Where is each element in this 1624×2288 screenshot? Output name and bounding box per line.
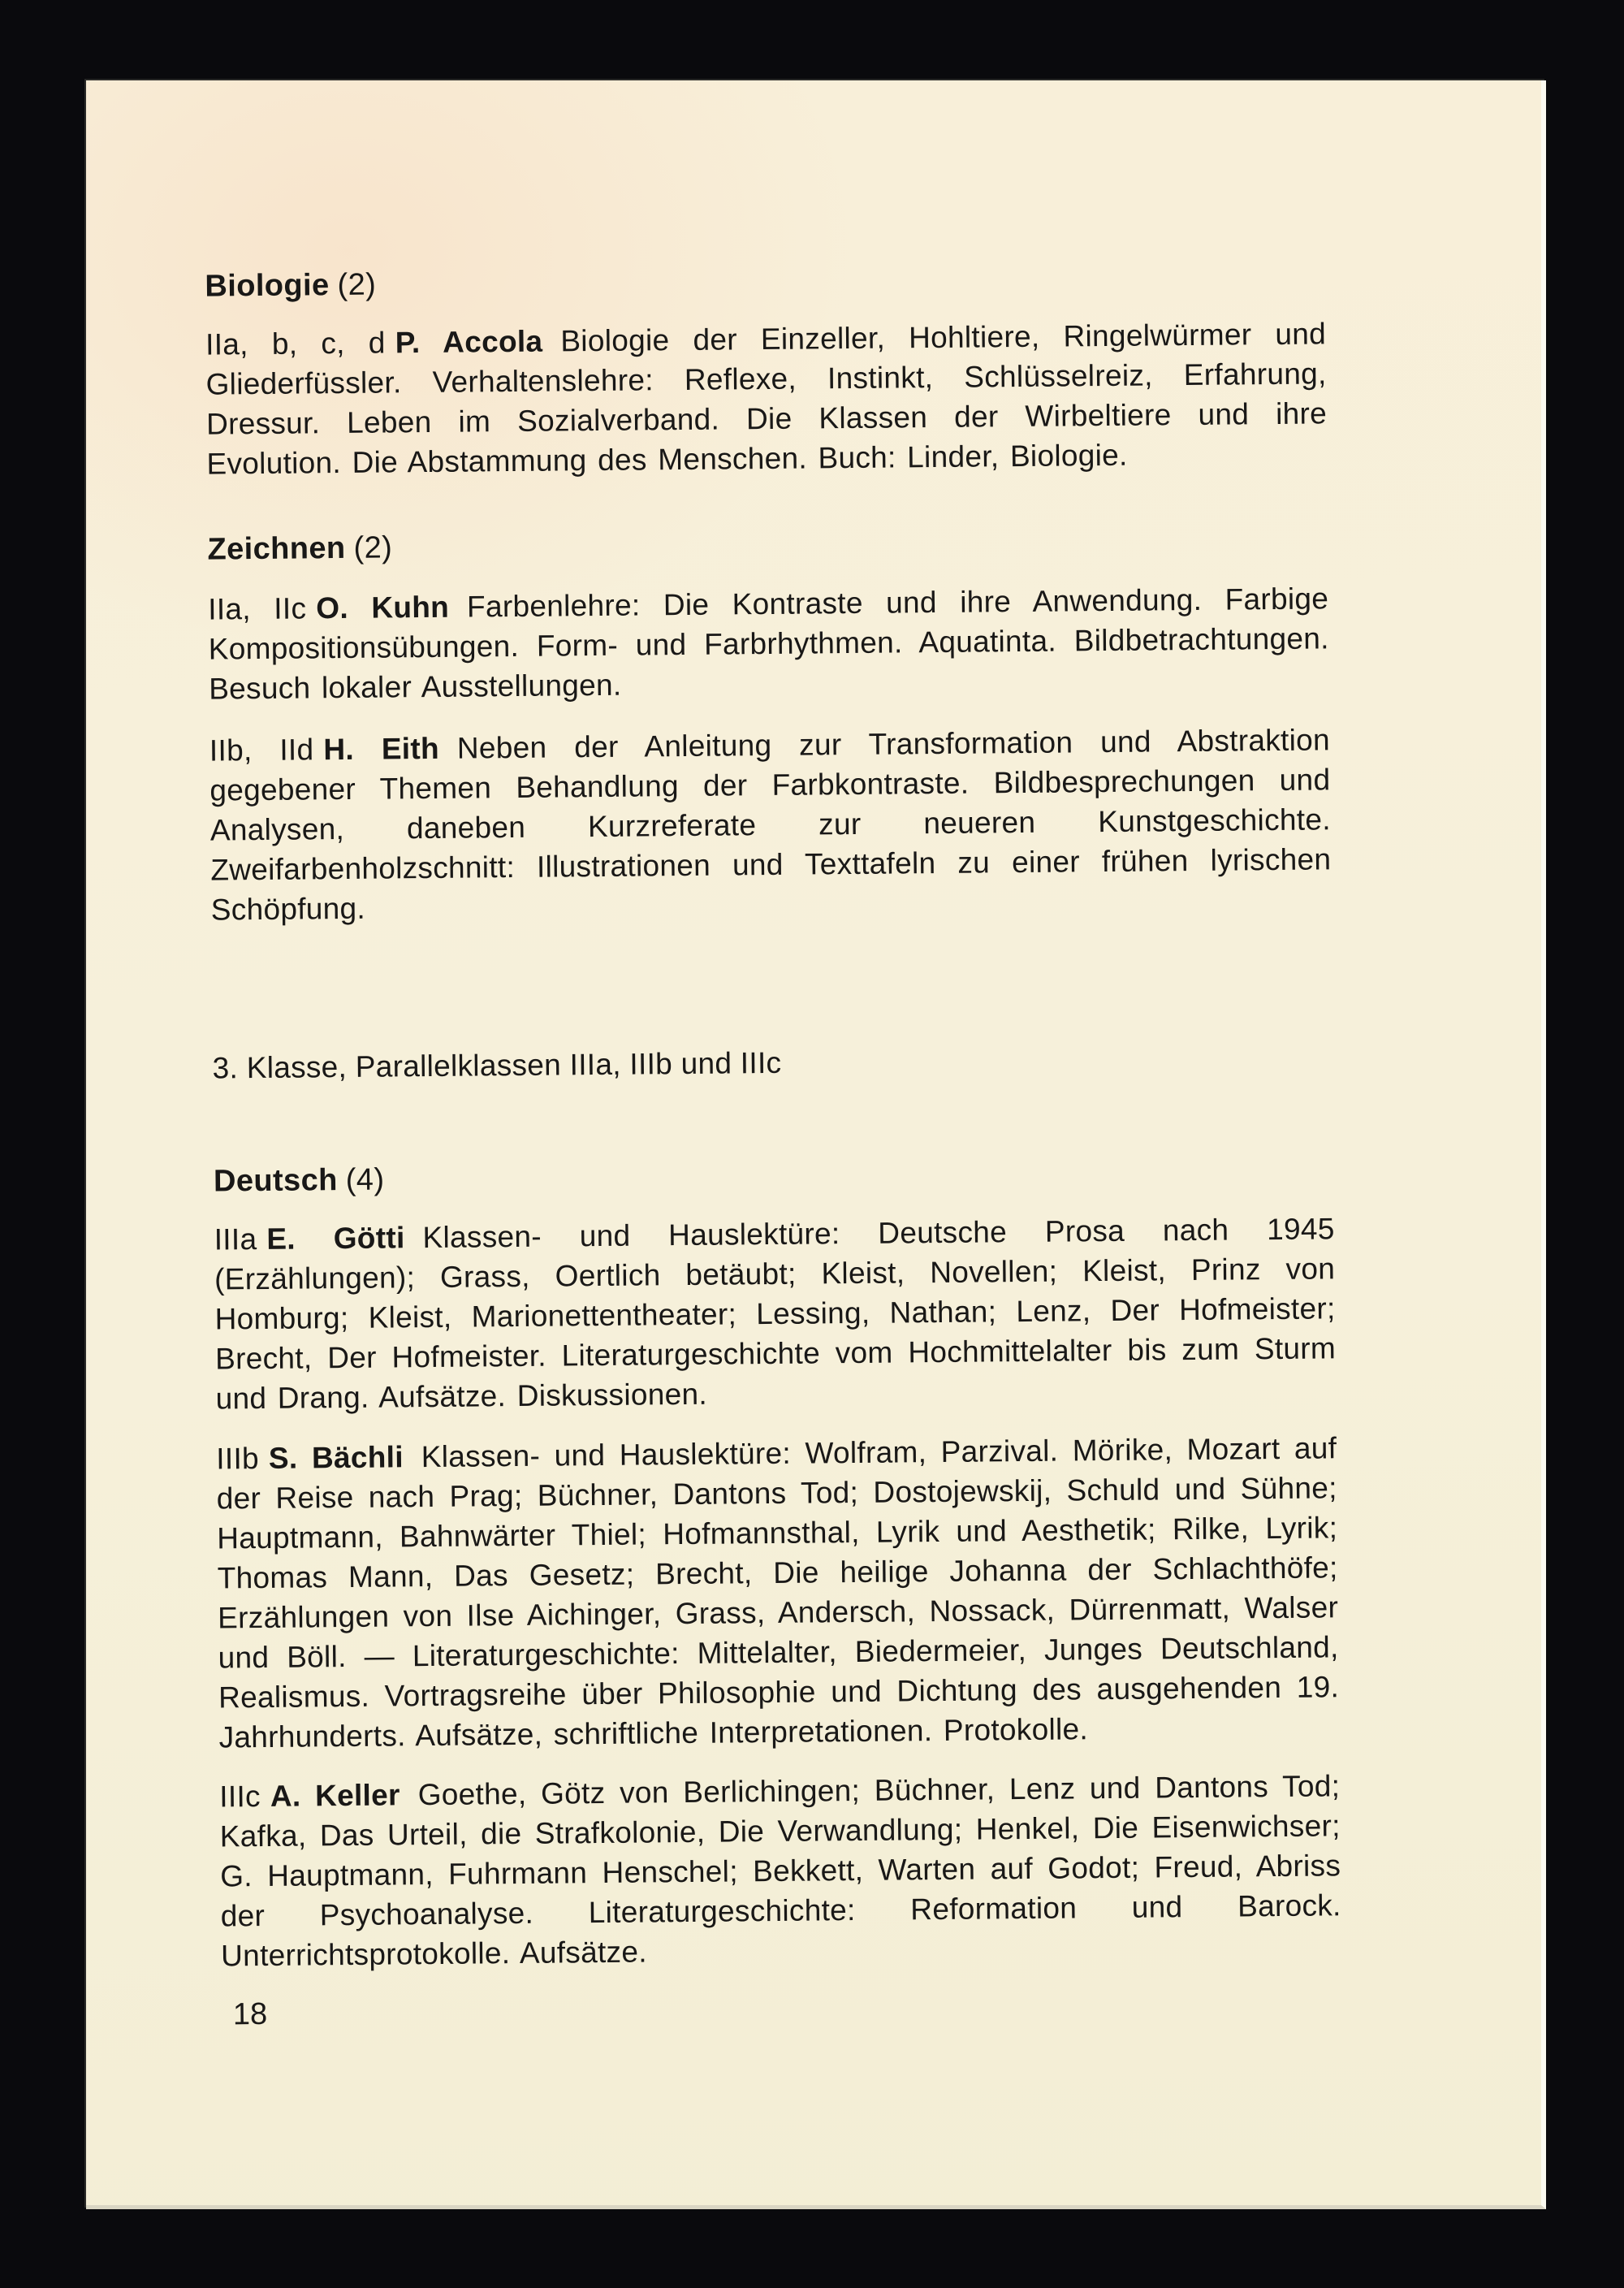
page-number: 18 (232, 1996, 268, 2032)
class-divider: 3. Klasse, Parallelklassen IIIa, IIIb und IIIc (212, 1045, 782, 1085)
class-codes: IIIb (216, 1442, 260, 1476)
class-codes: IIb, IId (209, 733, 314, 768)
section-hours: (4) (345, 1162, 385, 1197)
class-codes: IIIa (214, 1222, 257, 1256)
teacher-name: O. Kuhn (316, 590, 450, 625)
course-description: Neben der Anleitung zur Transformation und Abstraktion gegebener Themen Behandlung der Farbkontraste. Bildbesprechungen und Analysen, daneben Kurzreferate zur neueren Kunstgeschichte. Zweifarbenholzschnitt: Illustrationen und Texttafeln zu einer frühen lyrischen Schöpfung. (209, 723, 1332, 927)
course-description: Klassen- und Hauslektüre: Wolfram, Parzival. Mörike, Mozart auf der Reise nach Prag; Büchner, Dantons Tod; Dostojewskij, Schuld und Sühne; Hauptmann, Bahnwärter Thiel; Hofmannsthal, Lyrik und Aesthetik; Rilke, Lyrik; Thomas Mann, Das Gesetz; Brecht, Die heilige Johanna der Schlachthöfe; Erzählungen von Ilse Aichinger, Grass, Andersch, Nossack, Dürrenmatt, Walser und Böll. — Literaturgeschichte: Mittelalter, Biedermeier, Junges Deutschland, Realismus. Vortragsreihe über Philosophie und Dichtung des ausgehenden 19. Jahrhunderts. Aufsätze, schriftliche Interpretationen. Protokolle. (216, 1431, 1340, 1754)
course-description: Farbenlehre: Die Kontraste und ihre Anwendung. Farbige Kompositionsübungen. Form- und Farbrhythmen. Aquatinta. Bildbetrachtungen. Besuch lokaler Ausstellungen. (208, 582, 1329, 706)
teacher-name: A. Keller (270, 1778, 400, 1813)
teacher-name: P. Accola (395, 324, 543, 360)
course-entry-goetti (214, 1209, 1336, 1418)
section-title-text: Zeichnen (207, 530, 346, 567)
course-entry-accola (205, 314, 1328, 483)
course-entry-baechli (216, 1428, 1340, 1757)
section-title-zeichnen (207, 520, 1328, 568)
course-entry-kuhn (208, 578, 1329, 708)
section-title-deutsch (214, 1152, 1334, 1200)
section-title-text: Biologie (205, 268, 330, 304)
teacher-name: S. Bächli (268, 1440, 404, 1475)
course-entry-keller (219, 1766, 1341, 1975)
section-title-biologie (205, 257, 1325, 305)
course-description: Biologie der Einzeller, Hohltiere, Ringelwürmer und Gliederfüssler. Verhaltenslehre: Reflexe, Instinkt, Schlüsselreiz, Erfahrung, Dressur. Leben im Sozialverband. Die Klassen der Wirbeltiere und ihre Evolution. Die Abstammung des Menschen. Buch: Linder, Biologie. (205, 317, 1328, 481)
class-codes: IIIc (219, 1780, 261, 1814)
section-hours: (2) (353, 530, 393, 565)
teacher-name: E. Götti (266, 1221, 405, 1256)
teacher-name: H. Eith (323, 731, 440, 767)
section-hours: (2) (337, 267, 377, 303)
document-page (86, 80, 1546, 2209)
section-title-text: Deutsch (213, 1163, 338, 1199)
course-description: Goethe, Götz von Berlichingen; Büchner, Lenz und Dantons Tod; Kafka, Das Urteil, die Strafkolonie, Die Verwandlung; Henkel, Die Eisenwichser; G. Hauptmann, Fuhrmann Henschel; Bekkett, Warten auf Godot; Freud, Abriss der Psychoanalyse. Literaturgeschichte: Reformation und Barock. Unterrichtsprotokolle. Aufsätze. (219, 1769, 1341, 1973)
course-description: Klassen- und Hauslektüre: Deutsche Prosa nach 1945 (Erzählungen); Grass, Oertlich betäubt; Kleist, Novellen; Kleist, Prinz von Homburg; Kleist, Marionettentheater; Lessing, Nathan; Lenz, Der Hofmeister; Brecht, Der Hofmeister. Literaturgeschichte vom Hochmittelalter bis zum Sturm und Drang. Aufsätze. Diskussionen. (214, 1212, 1337, 1416)
course-entry-eith (209, 720, 1332, 929)
class-codes: IIa, IIc (208, 591, 307, 626)
page-content (86, 67, 1560, 2035)
class-codes: IIa, b, c, d (205, 326, 386, 361)
